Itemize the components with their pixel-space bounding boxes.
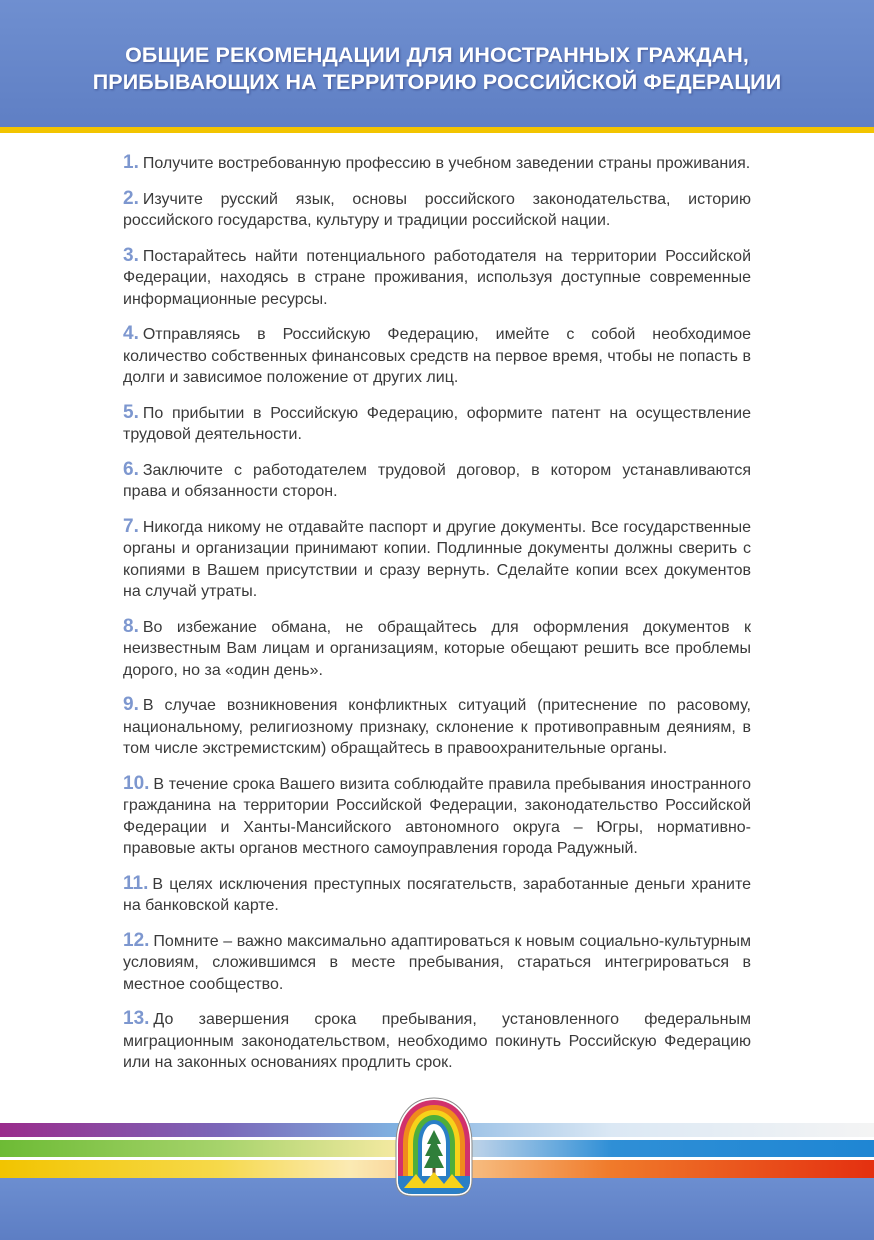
item-text: Отправляясь в Российскую Федерацию, имейте с собой необходимое количество собственных финансовых средств на первое время, чтобы не попасть в долги и зависимое положение от других лиц. bbox=[123, 326, 751, 386]
item-number: 5. bbox=[123, 401, 139, 423]
item-number: 1. bbox=[123, 152, 139, 173]
item-text: До завершения срока пребывания, установленного федеральным миграционным законодательством, необходимо покинуть Российскую Федерацию или на законных основаниях продлить срок. bbox=[123, 1011, 751, 1071]
item-number: 12. bbox=[123, 929, 150, 951]
list-item bbox=[123, 459, 751, 503]
page-title bbox=[0, 42, 874, 96]
title-line-2: ПРИБЫВАЮЩИХ НА ТЕРРИТОРИЮ РОССИЙСКОЙ ФЕДЕРАЦИИ bbox=[92, 70, 782, 94]
list-item bbox=[123, 930, 751, 996]
list-item bbox=[123, 694, 751, 760]
item-text: По прибытии в Российскую Федерацию, оформите патент на осуществление трудовой деятельности. bbox=[123, 404, 751, 443]
item-number: 13. bbox=[123, 1008, 150, 1029]
item-text: Никогда никому не отдавайте паспорт и другие документы. Все государственные органы и организации принимают копии. Подлинные документы должны сверить с копиями в Вашем присутствии и сразу вернуть. Сделайте копии всех документов на случай утраты. bbox=[123, 518, 751, 600]
item-number: 4. bbox=[123, 323, 139, 344]
item-text: В целях исключения преступных посягательств, заработанные деньги храните на банковской карте. bbox=[123, 875, 751, 914]
recommendations-list bbox=[123, 152, 751, 1087]
coat-of-arms-icon bbox=[394, 1096, 474, 1200]
item-number: 6. bbox=[123, 458, 139, 480]
item-text: Заключите с работодателем трудовой договор, в котором устанавливаются права и обязанности сторон. bbox=[123, 461, 751, 500]
header-banner bbox=[0, 0, 874, 127]
item-text: В случае возникновения конфликтных ситуаций (притеснение по расовому, национальному, религиозному признаку, склонение к противоправным деяниям, в том числе экстремистским) обращайтесь в правоохранительные органы. bbox=[123, 697, 751, 757]
list-item bbox=[123, 152, 751, 175]
item-text: Получите востребованную профессию в учебном заведении страны проживания. bbox=[142, 155, 751, 172]
item-number: 9. bbox=[123, 694, 139, 715]
item-text: Изучите русский язык, основы российского законодательства, историю российского государства, культуру и традиции российской нации. bbox=[123, 190, 751, 229]
list-item bbox=[123, 873, 751, 917]
list-item bbox=[123, 773, 751, 860]
item-number: 7. bbox=[123, 515, 139, 537]
item-number: 3. bbox=[123, 244, 139, 266]
item-text: Постарайтесь найти потенциального работодателя на территории Российской Федерации, находясь в стране проживания, используя доступные современные информационные ресурсы. bbox=[123, 247, 751, 308]
list-item bbox=[123, 1008, 751, 1074]
list-item bbox=[123, 516, 751, 603]
list-item bbox=[123, 616, 751, 682]
item-number: 2. bbox=[123, 187, 139, 209]
item-text: Помните – важно максимально адаптироваться к новым социально-культурным условиям, сложившимся в месте пребывания, стараться интегрироваться в местное сообщество. bbox=[123, 932, 751, 993]
list-item bbox=[123, 323, 751, 389]
list-item bbox=[123, 402, 751, 446]
list-item bbox=[123, 245, 751, 311]
item-number: 10. bbox=[123, 772, 150, 794]
item-text: В течение срока Вашего визита соблюдайте правила пребывания иностранного гражданина на территории Российской Федерации, законодательство Российской Федерации и Ханты-Мансийского автономного округа – Югры, нормативно-правовые акты органов местного самоуправления города Радужный. bbox=[123, 775, 751, 857]
header-yellow-stripe bbox=[0, 127, 874, 133]
item-number: 8. bbox=[123, 615, 139, 637]
list-item bbox=[123, 188, 751, 232]
item-number: 11. bbox=[123, 872, 149, 894]
title-line-1: ОБЩИЕ РЕКОМЕНДАЦИИ ДЛЯ ИНОСТРАННЫХ ГРАЖДАН, bbox=[125, 43, 749, 67]
item-text: Во избежание обмана, не обращайтесь для оформления документов к неизвестным Вам лицам и организациям, которые обещают решить все проблемы дорого, но за «один день». bbox=[123, 618, 751, 679]
